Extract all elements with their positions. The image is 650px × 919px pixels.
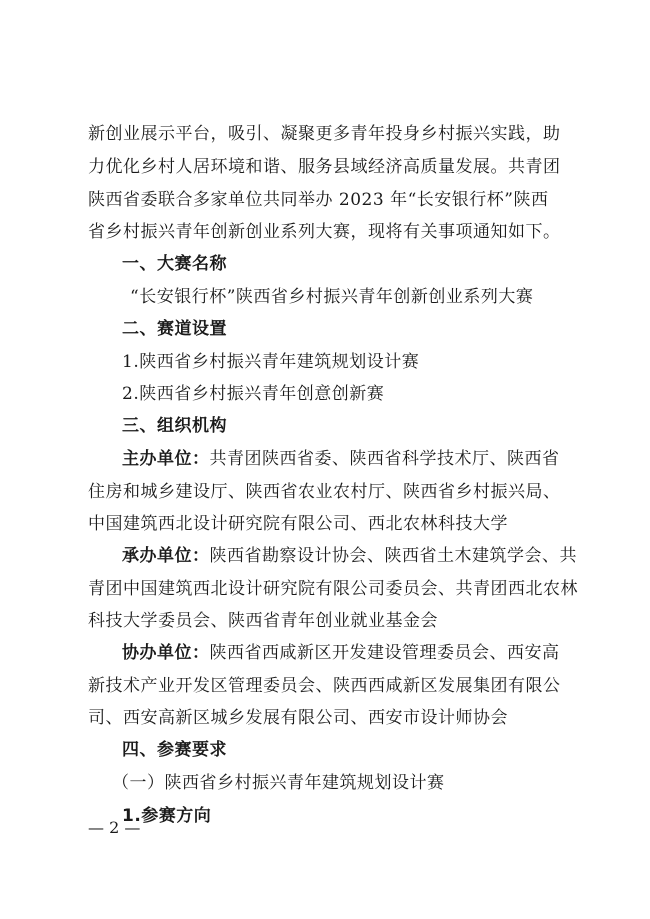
section1-text: “长安银行杯”陕西省乡村振兴青年创新创业系列大赛 — [130, 287, 534, 307]
organizer-text: 陕西省勘察设计协会、陕西省土木建筑学会、共 — [209, 546, 577, 566]
intro-line-3: 陕西省委联合多家单位共同举办 2023 年“长安银行杯”陕西 — [88, 190, 549, 210]
section1-heading: 一、大赛名称 — [122, 254, 227, 274]
section2-item-2: 2.陕西省乡村振兴青年创意创新赛 — [122, 384, 385, 404]
host-label: 主办单位： — [122, 449, 210, 469]
co-organizer-line-3: 司、西安高新区城乡发展有限公司、西安市设计师协会 — [88, 708, 508, 728]
host-line-2: 住房和城乡建设厅、陕西省农业农村厅、陕西省乡村振兴局、 — [88, 482, 561, 502]
co-organizer-label: 协办单位： — [122, 643, 210, 663]
intro-line-2: 力优化乡村人居环境和谐、服务县域经济高质量发展。共青团 — [88, 157, 561, 177]
organizer-label: 承办单位： — [122, 546, 210, 566]
intro-line-4: 省乡村振兴青年创新创业系列大赛，现将有关事项通知如下。 — [88, 222, 561, 242]
page-number: — 2 — — [88, 818, 141, 837]
organizer-line-3: 科技大学委员会、陕西省青年创业就业基金会 — [88, 611, 438, 631]
section4-item-heading: 1.参赛方向 — [122, 806, 212, 826]
section2-item-1: 1.陕西省乡村振兴青年建筑规划设计赛 — [122, 352, 420, 372]
section4-sub-heading: （一）陕西省乡村振兴青年建筑规划设计赛 — [112, 773, 445, 793]
section4-heading: 四、参赛要求 — [122, 740, 227, 760]
organizer-line-2: 青团中国建筑西北设计研究院有限公司委员会、共青团西北农林 — [88, 579, 578, 599]
organizer-first-line — [122, 546, 608, 566]
co-organizer-text: 陕西省西咸新区开发建设管理委员会、西安高 — [209, 643, 560, 663]
host-line-3: 中国建筑西北设计研究院有限公司、西北农林科技大学 — [88, 514, 508, 534]
co-organizer-line-2: 新技术产业开发区管理委员会、陕西西咸新区发展集团有限公 — [88, 676, 561, 696]
host-first-line — [122, 449, 608, 469]
section3-heading: 三、组织机构 — [122, 416, 227, 436]
host-text: 共青团陕西省委、陕西省科学技术厅、陕西省 — [209, 449, 560, 469]
co-organizer-first-line — [122, 643, 608, 663]
intro-line-1: 新创业展示平台，吸引、凝聚更多青年投身乡村振兴实践，助 — [88, 124, 561, 144]
section2-heading: 二、赛道设置 — [122, 319, 227, 339]
